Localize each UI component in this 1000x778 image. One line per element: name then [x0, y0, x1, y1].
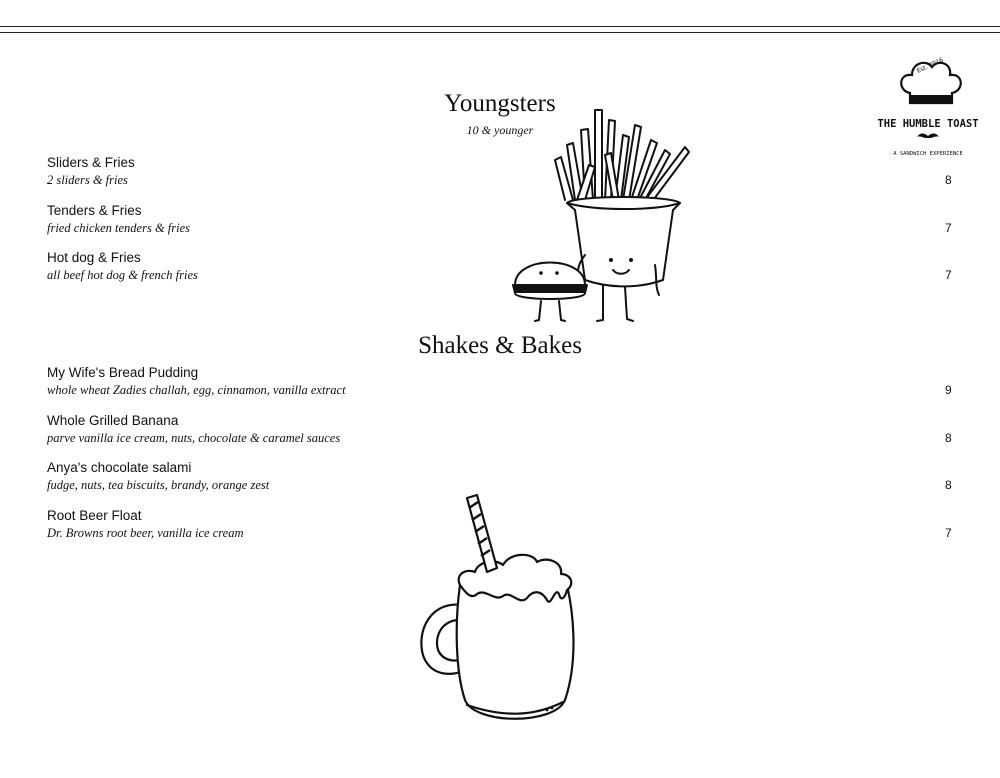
item-price: 7	[945, 526, 952, 540]
menu-item	[47, 250, 957, 286]
item-description: fudge, nuts, tea biscuits, brandy, orange zest	[47, 478, 270, 492]
logo-name: THE HUMBLE TOAST	[877, 118, 979, 130]
logo-tagline: A SANDWICH EXPERIENCE	[893, 151, 963, 157]
item-price: 7	[945, 268, 952, 282]
item-description: 2 sliders & fries	[47, 173, 128, 187]
item-description: all beef hot dog & french fries	[47, 268, 198, 282]
top-rule-2	[0, 32, 1000, 33]
item-name: My Wife's Bread Pudding	[47, 365, 199, 380]
item-price: 8	[945, 478, 952, 492]
menu-item	[47, 203, 957, 239]
logo-est: Est. 2016	[915, 56, 945, 75]
item-price: 8	[945, 173, 952, 187]
menu-item	[47, 155, 957, 191]
fries-and-slider-illustration	[505, 105, 705, 330]
item-description: Dr. Browns root beer, vanilla ice cream	[47, 526, 244, 540]
item-price: 7	[945, 221, 952, 235]
item-name: Root Beer Float	[47, 508, 142, 523]
section-subtitle-youngsters: 10 & younger	[466, 123, 534, 137]
section-title-youngsters: Youngsters	[444, 90, 556, 117]
item-name: Tenders & Fries	[47, 203, 142, 218]
item-name: Whole Grilled Banana	[47, 413, 179, 428]
menu-item	[47, 365, 957, 401]
item-price: 9	[945, 383, 952, 397]
top-rule-1	[0, 26, 1000, 27]
item-name: Sliders & Fries	[47, 155, 135, 170]
item-description: fried chicken tenders & fries	[47, 221, 191, 235]
section-title-shakes-and-bakes: Shakes & Bakes	[418, 332, 582, 359]
root-beer-float-illustration	[415, 490, 585, 730]
item-name: Anya's chocolate salami	[47, 460, 192, 475]
item-price: 8	[945, 431, 952, 445]
item-description: whole wheat Zadies challah, egg, cinnamon, vanilla extract	[47, 383, 346, 397]
menu-item	[47, 413, 957, 449]
item-name: Hot dog & Fries	[47, 250, 141, 265]
item-description: parve vanilla ice cream, nuts, chocolate & caramel sauces	[47, 431, 341, 445]
